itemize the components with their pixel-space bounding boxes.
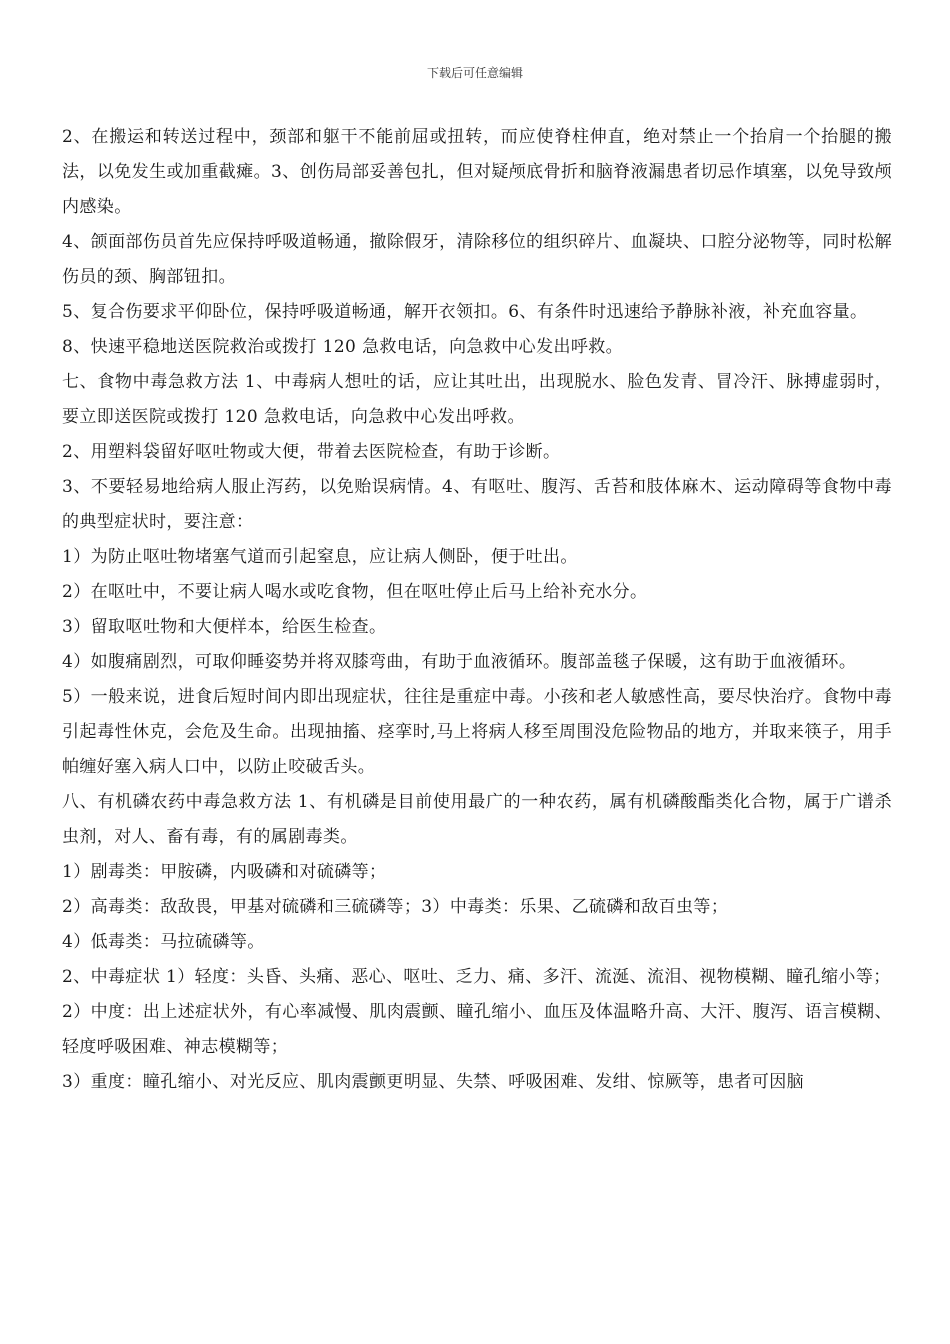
- paragraph: 4、颌面部伤员首先应保持呼吸道畅通，撤除假牙，清除移位的组织碎片、血凝块、口腔分泌物等，同时松解伤员的颈、胸部钮扣。: [62, 232, 892, 287]
- paragraph: 3、不要轻易地给病人服止泻药，以免贻误病情。4、有呕吐、腹泻、舌苔和肢体麻木、运动障碍等食物中毒的典型症状时，要注意：: [62, 477, 892, 532]
- list-item: 2）在呕吐中，不要让病人喝水或吃食物，但在呕吐停止后马上给补充水分。: [62, 582, 648, 602]
- list-item: 4）如腹痛剧烈，可取仰睡姿势并将双膝弯曲，有助于血液循环。腹部盖毯子保暖，这有助于血液循环。: [62, 652, 857, 672]
- list-item: 2）中度：出上述症状外，有心率减慢、肌肉震颤、瞳孔缩小、血压及体温略升高、大汗、腹泻、语言模糊、轻度呼吸困难、神志模糊等；: [62, 1002, 892, 1057]
- section-heading-paragraph: 八、有机磷农药中毒急救方法 1、有机磷是目前使用最广的一种农药，属有机磷酸酯类化合物，属于广谱杀虫剂，对人、畜有毒，有的属剧毒类。: [62, 792, 892, 847]
- list-item: 1）剧毒类：甲胺磷，内吸磷和对硫磷等；: [62, 862, 387, 882]
- paragraph: 5、复合伤要求平仰卧位，保持呼吸道畅通，解开衣领扣。6、有条件时迅速给予静脉补液，补充血容量。: [62, 302, 868, 322]
- paragraph: 2、用塑料袋留好呕吐物或大便，带着去医院检查，有助于诊断。: [62, 442, 561, 462]
- list-item: 3）留取呕吐物和大便样本，给医生检查。: [62, 617, 387, 637]
- paragraph: 2、在搬运和转送过程中，颈部和躯干不能前屈或扭转，而应使脊柱伸直，绝对禁止一个抬肩一个抬腿的搬法，以免发生或加重截瘫。3、创伤局部妥善包扎，但对疑颅底骨折和脑脊液漏患者切忌作填塞，以免导致颅内感染。: [62, 127, 892, 217]
- list-item: 5）一般来说，进食后短时间内即出现症状，往往是重症中毒。小孩和老人敏感性高，要尽快治疗。食物中毒引起毒性休克，会危及生命。出现抽搐、痉挛时,马上将病人移至周围没危险物品的地方，并取来筷子，用手帕缠好塞入病人口中，以防止咬破舌头。: [62, 687, 892, 777]
- list-item: 1）为防止呕吐物堵塞气道而引起窒息，应让病人侧卧，便于吐出。: [62, 547, 578, 567]
- document-body: [62, 120, 892, 1100]
- list-item: 2）高毒类：敌敌畏，甲基对硫磷和三硫磷等；3）中毒类：乐果、乙硫磷和敌百虫等；: [62, 897, 729, 917]
- paragraph: 2、中毒症状 1）轻度：头昏、头痛、恶心、呕吐、乏力、痛、多汗、流涎、流泪、视物模糊、瞳孔缩小等；: [62, 967, 891, 987]
- page-header-note: 下载后可任意编辑: [426, 66, 523, 80]
- list-item: 4）低毒类：马拉硫磷等。: [62, 932, 265, 952]
- list-item: 3）重度：瞳孔缩小、对光反应、肌肉震颤更明显、失禁、呼吸困难、发绀、惊厥等，患者可因脑: [62, 1072, 805, 1092]
- section-heading-paragraph: 七、食物中毒急救方法 1、中毒病人想吐的话，应让其吐出，出现脱水、脸色发青、冒冷汗、脉搏虚弱时，要立即送医院或拨打 120 急救电话，向急救中心发出呼救。: [62, 372, 892, 427]
- paragraph: 8、快速平稳地送医院救治或拨打 120 急救电话，向急救中心发出呼救。: [62, 337, 624, 357]
